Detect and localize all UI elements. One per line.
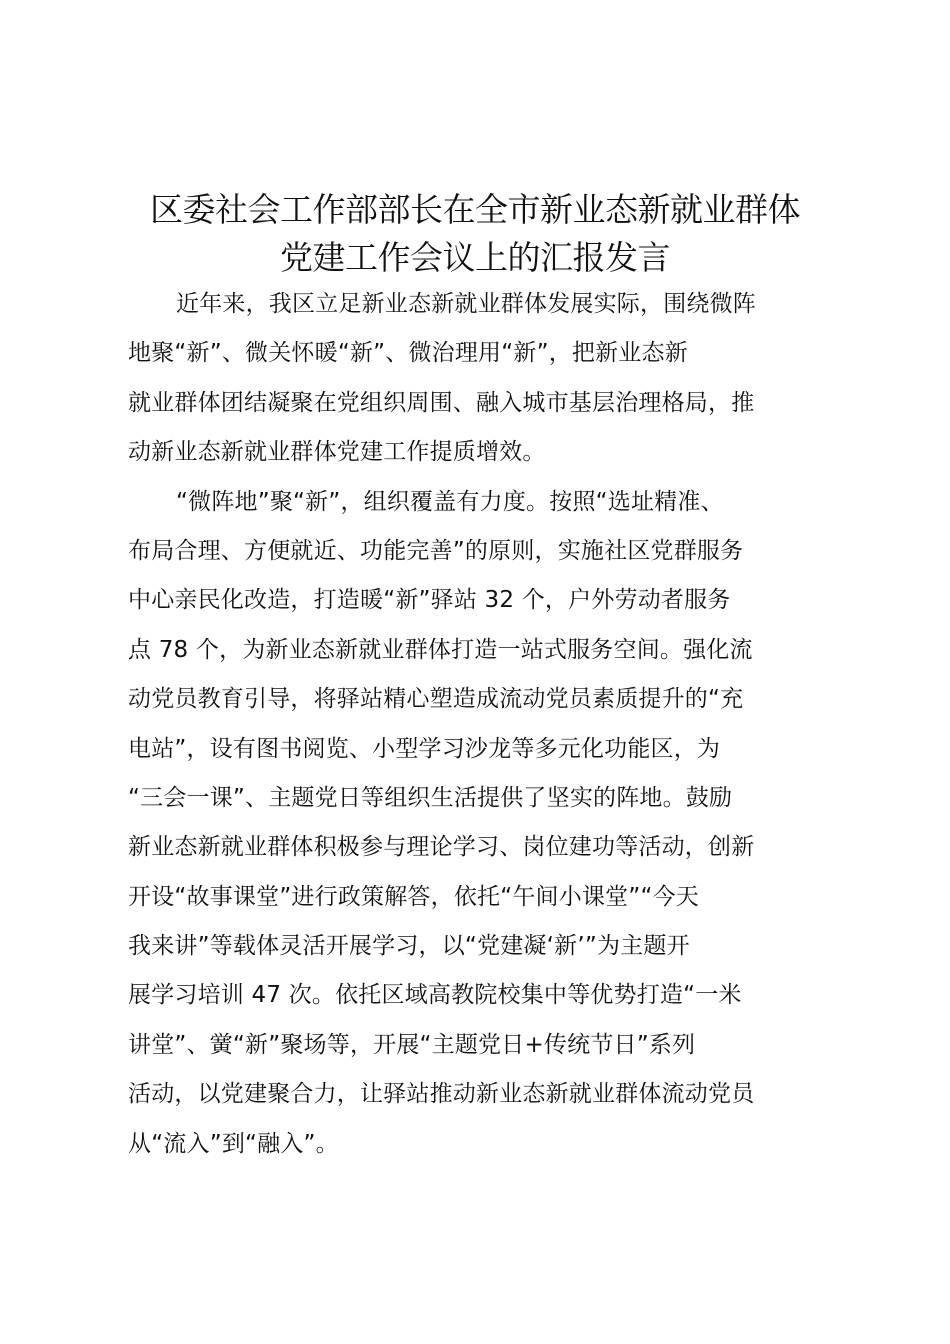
paragraph-line: 讲堂”、黉“新”聚场等，开展“主题党日+传统节日”系列: [128, 1031, 696, 1058]
paragraph-line: 点 78 个，为新业态新就业群体打造一站式服务空间。强化流: [128, 636, 753, 663]
paragraph-line: 中心亲民化改造，打造暖“新”驿站 32 个，户外劳动者服务: [128, 587, 731, 614]
paragraph-line: 动新业态新就业群体党建工作提质增效。: [128, 439, 546, 466]
title-line-2: 党建工作会议上的汇报发言: [280, 238, 670, 277]
paragraph-line: 电站”，设有图书阅览、小型学习沙龙等多元化功能区，为: [128, 735, 721, 762]
paragraph-line: 我来讲”等载体灵活开展学习，以“党建凝‘新’”为主题开: [128, 933, 690, 960]
paragraph-line: 就业群体团结凝聚在党组织周围、融入城市基层治理格局，推: [128, 389, 755, 416]
paragraph-line: “微阵地”聚“新”，组织覆盖有力度。按照“选址精准、: [176, 488, 724, 515]
paragraph-line: 布局合理、方便就近、功能完善”的原则，实施社区党群服务: [128, 537, 744, 564]
paragraph-line: “三会一课”、主题党日等组织生活提供了坚实的阵地。鼓励: [128, 784, 733, 811]
paragraph-line: 新业态新就业群体积极参与理论学习、岗位建功等活动，创新: [128, 834, 755, 861]
document-title: [100, 186, 850, 282]
paragraph-line: 活动，以党建聚合力，让驿站推动新业态新就业群体流动党员: [128, 1081, 755, 1108]
title-line-1: 区委社会工作部部长在全市新业态新就业群体: [150, 190, 800, 229]
paragraph-line: 动党员教育引导，将驿站精心塑造成流动党员素质提升的“充: [128, 686, 744, 713]
paragraph-1: [128, 280, 833, 478]
paragraph-line: 开设“故事课堂”进行政策解答，依托“午间小课堂”“今天: [128, 883, 699, 910]
paragraph-line: 近年来，我区立足新业态新就业群体发展实际，围绕微阵: [176, 291, 756, 317]
paragraph-2: [128, 478, 833, 1169]
paragraph-line: 从“流入”到“融入”。: [128, 1130, 339, 1157]
paragraph-line: 地聚“新”、微关怀暖“新”、微治理用“新”，把新业态新: [128, 340, 688, 367]
paragraph-line: 展学习培训 47 次。依托区域高教院校集中等优势打造“一米: [128, 982, 742, 1009]
document-body: [128, 280, 833, 1169]
